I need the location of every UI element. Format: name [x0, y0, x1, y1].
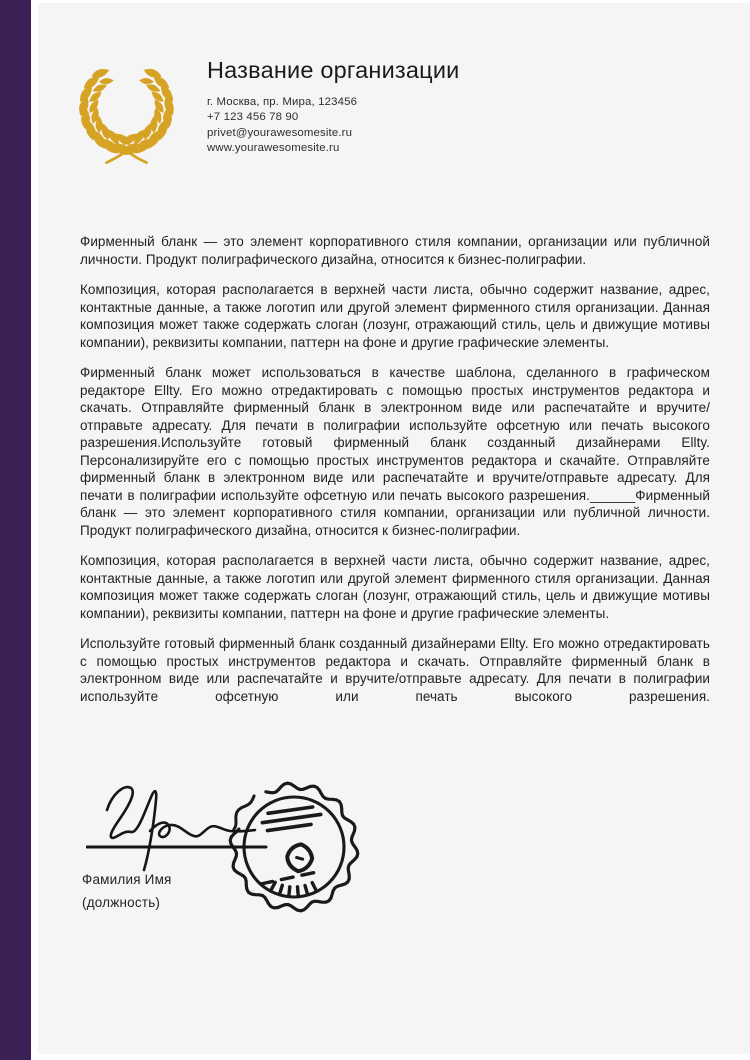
org-address: г. Москва, пр. Мира, 123456	[207, 96, 358, 108]
signature-tail	[150, 823, 255, 838]
paragraph: Композиция, которая располагается в верхней части листа, обычно содержит название, адрес, контактные данные, а также логотип или другой элемент фирменного стиля организации. Данная композиция может также содержать слоган (лозунг, отражающий стиль, цель и движущие мотивы компании), реквизиты компании, паттерн на фоне и другие графические элементы.	[80, 553, 710, 621]
stamp-emblem	[286, 843, 314, 872]
laurel-wreath-icon	[63, 50, 190, 170]
paragraph: Фирменный бланк может использоваться в качестве шаблона, сделанного в графическом редакторе Ellty. Его можно отредактировать с помощью простых инструментов редактора и скачать. Отправляйте фирменный бланк в электронном виде или распечатайте и вручите/отправьте адресату. Для печати в полиграфии используйте офсетную или печать высокого разрешения.Используйте готовый фирменный бланк созданный дизайнерами Ellty. Персонализируйте его с помощью простых инструментов редактора и скачайте. Отправляйте фирменный бланк в электронном виде или распечатайте и вручите/отправьте адресату. Для печати в полиграфии используйте офсетную или печать высокого разрешения.______Фирменный бланк — это элемент корпоративного стиля компании, организации или публичной личности. Продукт полиграфического дизайна, относится к бизнес-полиграфии.	[80, 365, 710, 538]
paragraph: Композиция, которая располагается в верхней части листа, обычно содержит название, адрес, контактные данные, а также логотип или другой элемент фирменного стиля организации. Данная композиция может также содержать слоган (лозунг, отражающий стиль, цель и движущие мотивы компании), реквизиты компании, паттерн на фоне и другие графические элементы.	[80, 282, 710, 350]
document-body	[80, 233, 710, 718]
handwritten-signature-icon	[86, 778, 276, 878]
org-phone: +7 123 456 78 90	[207, 111, 299, 124]
accent-bar	[0, 0, 31, 1060]
signature-scribble	[107, 787, 156, 870]
contact-block	[207, 95, 357, 156]
signer-title: (должность)	[82, 895, 161, 910]
paragraph: Фирменный бланк — это элемент корпоративного стиля компании, организации или публичной личности. Продукт полиграфического дизайна, относится к бизнес-полиграфии.	[80, 234, 710, 267]
org-website: www.yourawesomesite.ru	[207, 141, 340, 154]
paragraph: Используйте готовый фирменный бланк созданный дизайнерами Ellty. Его можно отредактировать с помощью простых инструментов редактора и скачать. Отправляйте фирменный бланк в электронном виде или распечатайте и вручите/отправьте адресату. Для печати в полиграфии используйте офсетную или печать высокого разрешения.	[80, 636, 710, 704]
signer-name: Фамилия Имя	[82, 872, 172, 887]
org-email: privet@yourawesomesite.ru	[207, 126, 353, 139]
org-name: Название организации	[207, 57, 460, 83]
